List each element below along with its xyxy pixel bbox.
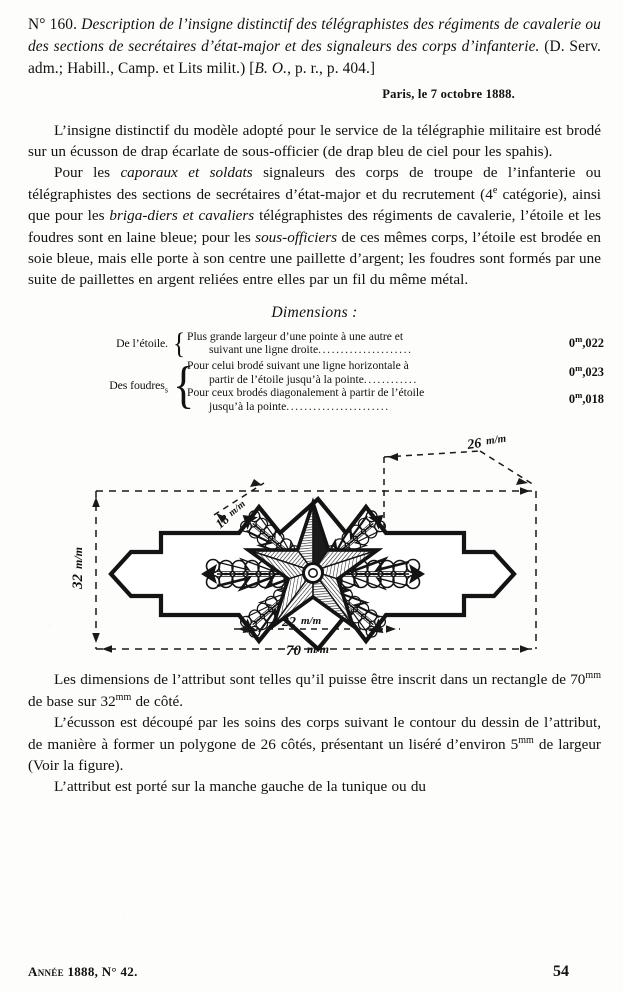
dimensions-line2 [187,343,536,357]
paragraph-rectangle: Les dimensions de l’attribut sont telles qu’il puisse être inscrit dans un rectangle de $70^{mm}$ de base sur $32^{mm}$ de côté. [28,670,601,710]
dimensions-line1: Pour ceux brodés diagonalement à partir de l’étoile [187,386,425,400]
value-rest: ,023 [582,364,604,379]
value-unit: m [575,389,583,400]
brace-tall-icon: { [172,357,195,415]
dimensions-text-horizontal [185,359,536,386]
dimensions-row-etoile [64,326,604,360]
insignia-drawing [28,421,601,669]
dimensions-value-diagonal [536,389,604,407]
footer-issue: Année 1888, N° 42. [28,964,138,979]
annotation-height-unit: m/m [71,547,85,570]
insignia-figure [28,421,601,669]
paragraph-manche: L’attribut est porté sur la manche gauche de la tunique ou du [54,778,427,796]
dimensions-value-etoile [536,333,604,351]
dimensions-label-etoile: De l’étoile. [116,335,168,350]
value-unit: m [575,362,583,373]
annotation-top-right [465,433,507,454]
paragraph-caporaux: Pour les caporaux et soldats signaleurs des corps de troupe de l’infanterie ou télégraphistes des sections de secrétaires d’état-major et du recrutement (4e catégorie), ainsi que pour les briga-diers et cavaliers télégraphistes des régiments de cavalerie, l’étoile et les foudres sont en laine bleue; pour les sous-officiers de ces mêmes corps, l’étoile est brodée en soie bleue, mais elle porte à son centre une paillette d’argent; les foudres sont formés par une suite de paillettes en argent reliées entre elles par un fil du même métal. [28,164,602,289]
article-source-a: (D. Serv. adm.; Habill., Camp. et Lits milit.) [28,38,601,78]
brace-icon: { [172,326,186,360]
dimensions-label-foudres-sub: s [164,384,168,395]
annotation-width-unit: m/m [307,642,330,657]
bracket-open: [ [249,60,255,78]
value-prefix: 0 [568,392,576,407]
dimensions-label-foudres [64,379,172,393]
paragraph-ecusson: L’écusson est découpé par les soins des corps suivant le contour du dessin de l’attribut, de manière à former un polygone de 26 côtés, présentant un liséré d’environ $5^{mm}$ de largeur (Voir la figure). [28,714,601,775]
page-footer [28,963,601,981]
value-rest: ,018 [582,392,604,407]
dimensions-subrow-horizontal [185,359,604,386]
dateline: Paris, le 7 octobre 1888. [382,86,515,101]
article-source-b: , p. r., p. 404.] [287,60,376,78]
annotation-diagonal-lower-unit: m/m [301,615,322,628]
dimensions-line2-text: jusqu’à la pointe [209,399,287,413]
annotation-height [70,547,86,590]
value-prefix: 0 [568,364,576,379]
value-unit: m [575,333,583,344]
page-number: 54 [553,963,569,980]
dimensions-table [64,326,604,415]
annotation-width [286,642,329,659]
dimensions-text-etoile [185,330,536,357]
dimensions-value-horizontal [536,362,604,380]
dimensions-line2 [187,400,536,414]
dimensions-title: Dimensions : [271,303,358,321]
dimensions-line2-text: suivant une ligne droite [209,343,319,357]
paragraph-insigne: L’insigne distinctif du modèle adopté pour le service de la télégraphie militaire est brodé sur un écusson de drap écarlate de sous-officier (de drap bleu de ciel pour les spahis). [28,121,601,161]
article-heading [28,14,601,81]
dimensions-row-foudres [64,359,604,413]
annotation-diagonal-upper-left-unit: m/m [226,499,248,520]
leader-dots: ..................... [318,343,413,357]
value-prefix: 0 [568,335,576,350]
annotation-top-right-unit: m/m [485,433,507,448]
annotation-height-value: 32 [70,574,86,590]
leader-dots: ....................... [286,399,390,413]
dimensions-text-diagonal [185,386,536,413]
annotation-width-value: 70 [286,643,301,660]
dimensions-line1: Plus grande largeur d’une pointe à une autre et [187,329,404,343]
annotation-top-right-value: 26 [466,436,483,454]
article-source-italic: B. O. [254,60,288,78]
dimensions-label-foudres-text: Des foudres [109,378,165,393]
annotation-diagonal-lower-value: 22 [282,615,296,631]
value-rest: ,022 [582,335,604,350]
dimensions-line2-text: partir de l’étoile jusqu’à la pointe [209,372,364,386]
dimensions-line1: Pour celui brodé suivant une ligne horizontale à [187,359,409,373]
dimensions-foudres-entries [185,359,604,413]
annotation-diagonal-upper-left-value: 18 [212,511,232,532]
dimensions-line2 [187,373,536,387]
dimensions-subrow-diagonal [185,386,604,413]
article-title: Description de l’insigne distinctif des télégraphistes des régiments de cavalerie ou des sections de secrétaires d’état-major et des signaleurs des corps d’infanterie. [28,16,601,56]
leader-dots: ............ [363,372,418,386]
text-column [28,14,604,798]
article-number: N° 160. [28,16,78,33]
